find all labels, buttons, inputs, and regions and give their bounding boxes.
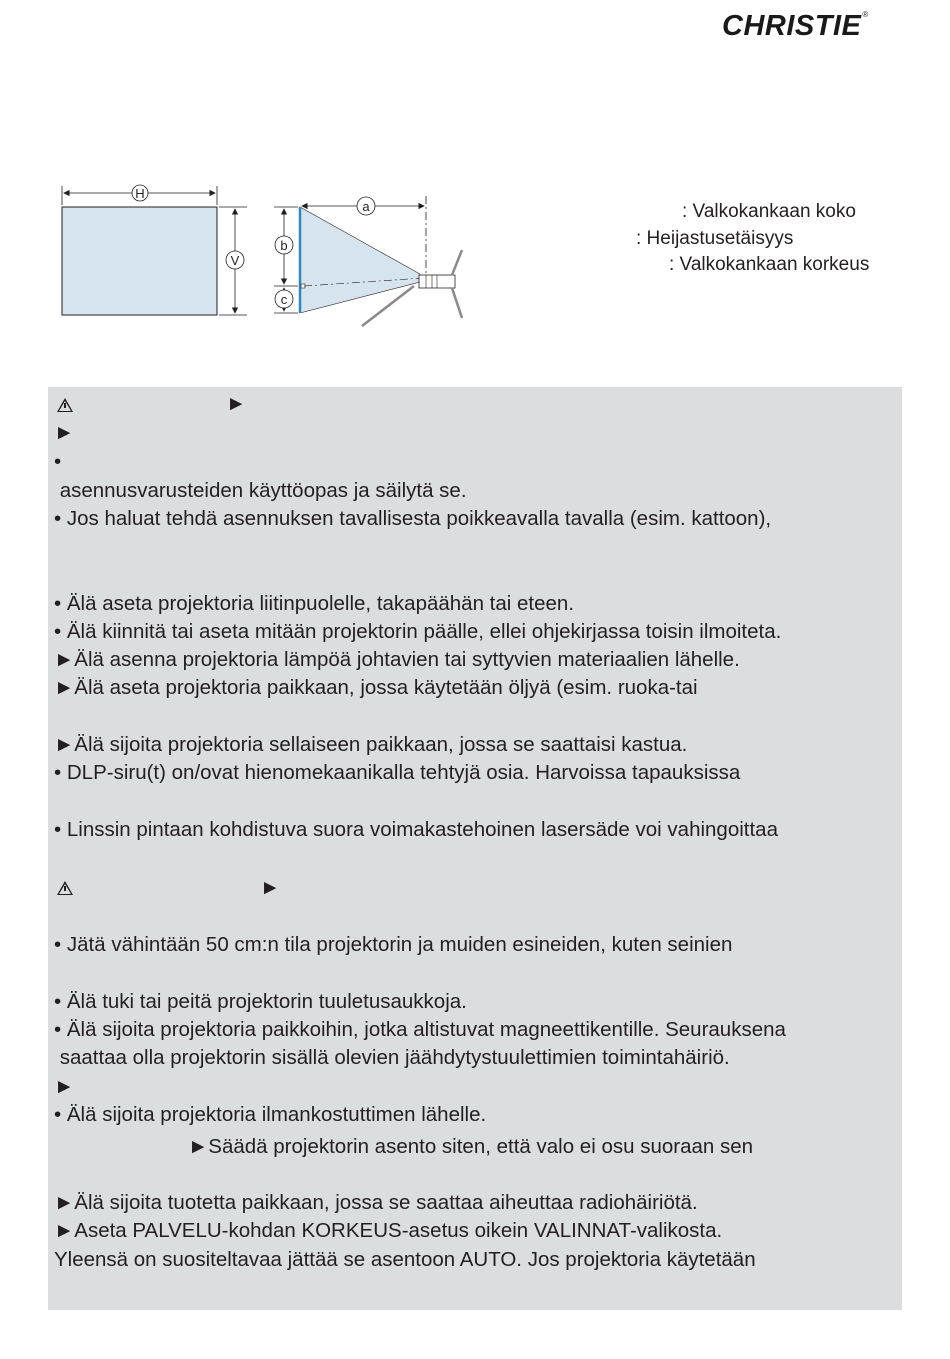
legend-throw-distance: : Heijastusetäisyys [636,228,794,249]
projection-diagram [52,178,482,338]
registered-mark: ® [862,10,869,19]
panel-line: asennusvarusteiden käyttöopas ja säilytä se. [54,479,467,502]
panel-line: ► [226,392,247,415]
panel-line: • Älä sijoita projektoria paikkoihin, jotka altistuvat magneettikentille. Seurauksena [54,1018,786,1041]
panel-line: ► [54,1075,75,1098]
legend-screen-height: : Valkokankaan korkeus [669,254,870,275]
panel-line: • Älä kiinnitä tai aseta mitään projektorin päälle, ellei ohjekirjassa toisin ilmoiteta. [54,620,782,643]
label-b: b [280,238,288,253]
warning-icon [57,398,73,412]
panel-line: • Älä sijoita projektoria ilmankostuttimen lähelle. [54,1103,487,1126]
panel-line: ► [260,876,281,899]
label-a: a [362,199,370,214]
screen-rect [62,207,217,315]
panel-line: ►Säädä projektorin asento siten, että valo ei osu suoraan sen [188,1135,754,1158]
christie-logo [722,10,869,43]
label-c: c [280,292,288,307]
panel-line: ►Älä sijoita tuotetta paikkaan, jossa se saattaa aiheuttaa radiohäiriötä. [54,1191,698,1214]
panel-line: • Jos haluat tehdä asennuksen tavallisesta poikkeavalla tavalla (esim. kattoon), [54,507,772,530]
panel-line: ►Aseta PALVELU-kohdan KORKEUS-asetus oikein VALINNAT-valikosta. [54,1219,723,1242]
panel-line: ►Älä sijoita projektoria sellaiseen paikkaan, jossa se saattaisi kastua. [54,733,688,756]
panel-line: ►Älä asenna projektoria lämpöä johtavien tai syttyvien materiaalien lähelle. [54,648,740,671]
panel-line: ►Älä aseta projektoria paikkaan, jossa käytetään öljyä (esim. ruoka-tai [54,676,698,699]
warning-icon [57,881,73,895]
panel-line: • Älä aseta projektoria liitinpuolelle, takapäähän tai eteen. [54,592,575,615]
panel-line: saattaa olla projektorin sisällä olevien jäähdytystuulettimien toimintahäiriö. [54,1046,730,1069]
legend-screen-size: : Valkokankaan koko [682,201,856,222]
panel-line: • Linssin pintaan kohdistuva suora voimakastehoinen lasersäde voi vahingoittaa [54,818,778,841]
label-v: V [230,253,240,268]
logo-text: CHRISTIE [722,10,862,42]
label-h: H [135,186,145,201]
light-cone [300,207,420,313]
panel-line: • [54,450,62,473]
safety-notice-panel [48,387,902,1310]
panel-line: ► [54,421,75,444]
panel-line: • Älä tuki tai peitä projektorin tuuletusaukkoja. [54,990,467,1013]
panel-line: • DLP-siru(t) on/ovat hienomekaanikalla tehtyjä osia. Harvoissa tapauksissa [54,761,741,784]
panel-line: • Jätä vähintään 50 cm:n tila projektorin ja muiden esineiden, kuten seinien [54,933,733,956]
panel-line: Yleensä on suositeltavaa jättää se asentoon AUTO. Jos projektoria käytetään [54,1248,756,1271]
